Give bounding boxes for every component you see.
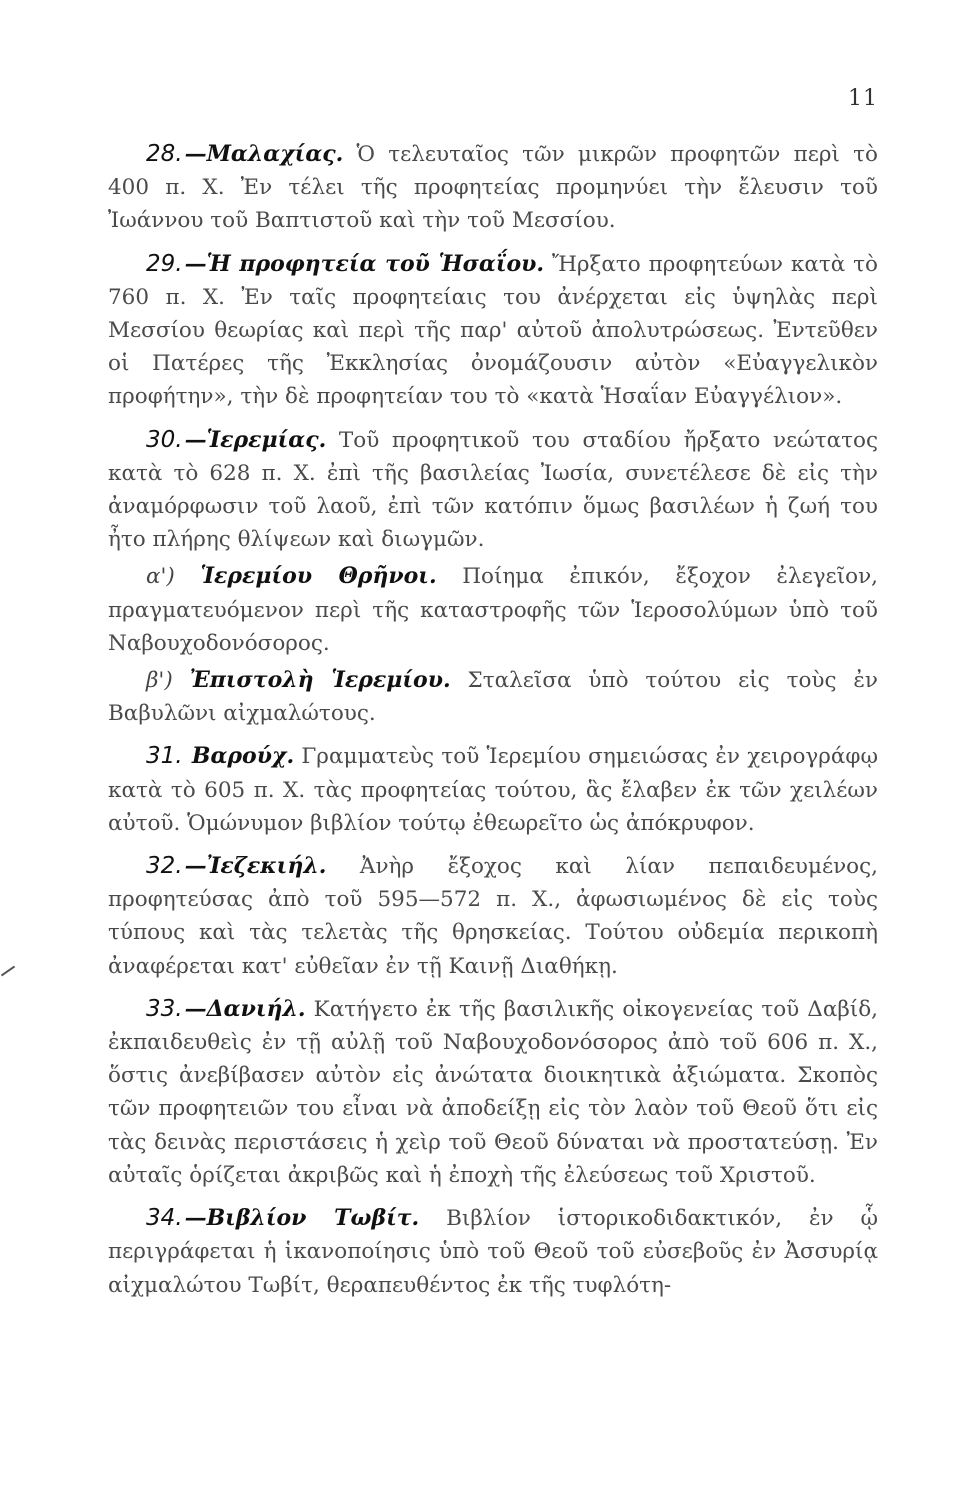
entry-text: Ὁ τελευταῖος τῶν μικρῶν προφητῶν περὶ τὸ 400 π. Χ. Ἐν τέλει τῆς προφητείας προμηνύει τὴν ἔλευσιν τοῦ Ἰωάννου τοῦ Βαπτιστοῦ καὶ τὴν τοῦ Μεσσίου. (108, 142, 878, 234)
entry-number: 28. (146, 141, 183, 167)
body-text (108, 138, 878, 1312)
entry-text: Γραμματεὺς τοῦ Ἱερεμίου σημειώσας ἐν χειρογράφῳ κατὰ τὸ 605 π. Χ. τὰς προφητείας τούτου, ἃς ἔλαβεν ἐκ τῶν χειλέων αὐτοῦ. Ὁμώνυμον βιβλίον τούτῳ ἐθεωρεῖτο ὡς ἀπόκρυφον. (108, 744, 878, 836)
entry-number: 30. (146, 426, 183, 453)
entry-title: —Δανιήλ. (184, 995, 306, 1022)
entry-text: Κατήγετο ἐκ τῆς βασιλικῆς οἰκογενείας τοῦ Δαβίδ, ἐκπαιδευθεὶς ἐν τῇ αὐλῇ τοῦ Ναβουχοδονόσορος ἀπὸ τοῦ 606 π. Χ., ὅστις ἀνεβίβασεν αὐτὸν εἰς ἀνώτατα διοικητικὰ ἀξιώματα. Σκοπὸς τῶν προφητειῶν του εἶναι νὰ ἀποδείξῃ εἰς τὸν λαὸν τοῦ Θεοῦ ὅτι εἰς τὰς δεινὰς περιστάσεις ἡ χεὶρ τοῦ Θεοῦ δύναται νὰ προστατεύσῃ. Ἐν αὐταῖς ὁρίζεται ἀκριβῶς καὶ ἡ ἐποχὴ τῆς ἐλεύσεως τοῦ Χριστοῦ. (108, 996, 878, 1188)
entry-letter: β') (146, 668, 173, 694)
entry-malachias (108, 138, 878, 238)
entry-daniel (108, 993, 878, 1192)
entry-text: Τοῦ προφητικοῦ του σταδίου ἤρξατο νεώτατος κατὰ τὸ 628 π. Χ. ἐπὶ τῆς βασιλείας Ἰωσία, συνετέλεσε δὲ εἰς τὴν ἀναμόρφωσιν τοῦ λαοῦ, ἐπὶ τῶν κατόπιν ὅμως βασιλέων ἡ ζωή του ἦτο πλήρης θλίψεων καὶ διωγμῶν. (108, 427, 878, 553)
entry-number: 31. (146, 743, 183, 770)
book-page (108, 0, 878, 1500)
entry-text: Σταλεῖσα ὑπὸ τούτου εἰς τοὺς ἐν Βαβυλῶνι αἰχμαλώτους. (108, 668, 878, 727)
entry-title: —Ἡ προφητεία τοῦ Ἡσαΐου. (184, 250, 545, 277)
entry-title: —Βιβλίον Τωβίτ. (184, 1205, 420, 1232)
entry-jeremiah (108, 424, 878, 557)
page-number: 11 (848, 86, 878, 111)
entry-epistle-jeremiah (108, 664, 878, 730)
entry-title: Ἐπιστολὴ Ἱερεμίου. (189, 667, 451, 694)
entry-text: Ἤρξατο προφητεύων κατὰ τὸ 760 π. Χ. Ἐν ταῖς προφητείαις του ἀνέρχεται εἰς ὑψηλὰς περὶ Μεσσίου θεωρίας καὶ περὶ τῆς παρ' αὐτοῦ ἀπολυτρώσεως. Ἐντεῦθεν οἱ Πατέρες τῆς Ἐκκλησίας ὀνομάζουσιν αὐτὸν «Εὐαγγελικὸν προφήτην», τὴν δὲ προφητείαν του τὸ «κατὰ Ἡσαΐαν Εὐαγγέλιον». (108, 251, 878, 410)
entry-title: —Ἱερεμίας. (184, 426, 327, 453)
entry-text: Ἀνὴρ ἔξοχος καὶ λίαν πεπαιδευμένος, προφητεύσας ἀπὸ τοῦ 595—572 π. Χ., ἀφωσιωμένος δὲ εἰς τοὺς τύπους καὶ τὰς τελετὰς τῆς θρησκείας. Τούτου οὐδεμία περικοπὴ ἀναφέρεται κατ' εὐθεῖαν ἐν τῇ Καινῇ Διαθήκῃ. (108, 854, 878, 979)
entry-title: Βαρούχ. (191, 743, 295, 770)
entry-text: Βιβλίον ἱστορικοδιδακτικόν, ἐν ᾧ περιγράφεται ἡ ἱκανοποίησις ὑπὸ τοῦ Θεοῦ τοῦ εὐσεβοῦς ἐν Ἀσσυρίᾳ αἰχμαλώτου Τωβίτ, θεραπευθέντος ἐκ τῆς τυφλότη- (108, 1206, 878, 1298)
entry-title: —Μαλαχίας. (184, 141, 344, 167)
entry-title: —Ἰεζεκιήλ. (184, 853, 327, 880)
entry-letter: α') (146, 564, 175, 590)
entry-number: 33. (146, 995, 183, 1022)
entry-baruch (108, 740, 878, 840)
entry-text: Ποίημα ἐπικόν, ἔξοχον ἐλεγεῖον, πραγματευόμενον περὶ τῆς καταστροφῆς τῶν Ἱεροσολύμων ὑπὸ τοῦ Ναβουχοδονόσορος. (108, 564, 878, 656)
margin-pencil-mark (1, 966, 15, 977)
entry-isaiah (108, 248, 878, 414)
entry-number: 32. (146, 853, 183, 880)
entry-number: 29. (146, 250, 183, 277)
entry-lamentations (108, 560, 878, 660)
entry-tobit (108, 1202, 878, 1302)
entry-ezekiel (108, 850, 878, 983)
entry-title: Ἱερεμίου Θρῆνοι. (200, 563, 437, 590)
entry-number: 34. (146, 1205, 183, 1232)
